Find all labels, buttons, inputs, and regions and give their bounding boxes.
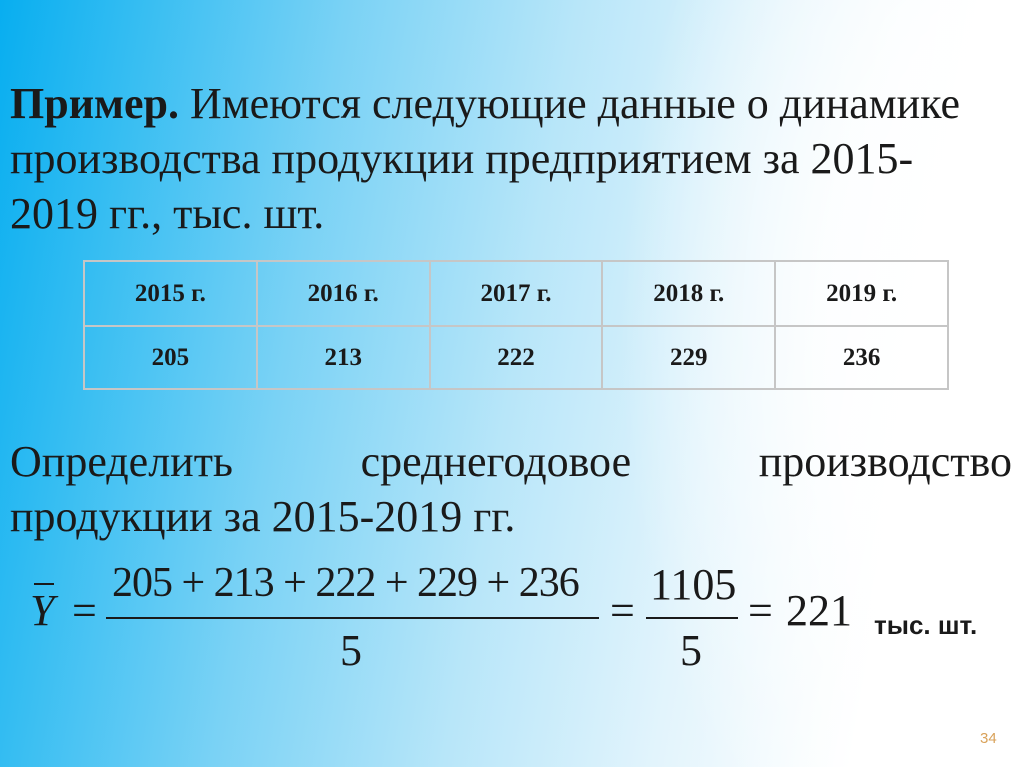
task-word: производство (758, 437, 1012, 486)
formula-numerator-2: 1105 (650, 560, 737, 609)
fraction-line-2 (646, 617, 738, 619)
formula-result: 221 (786, 586, 852, 635)
task-word: среднегодовое (360, 437, 632, 486)
formula-equals-3: = (748, 586, 773, 635)
intro-line2: производства продукции предприятием за 2015- (10, 134, 914, 183)
intro-text (10, 76, 1012, 241)
table-cell: 213 (257, 326, 430, 389)
formula-equals-2: = (610, 586, 635, 635)
table-row (84, 326, 948, 389)
table-header-row (84, 261, 948, 326)
example-label: Пример. (10, 79, 180, 128)
formula-denominator-1: 5 (340, 626, 362, 675)
intro-line3: 2019 гг., тыс. шт. (10, 189, 325, 238)
task-line1 (10, 434, 1012, 489)
formula-variable: Y (30, 586, 55, 635)
table-header-cell: 2019 г. (775, 261, 948, 326)
intro-line1-rest: Имеются следующие данные о динамике (179, 79, 960, 128)
table-cell: 205 (84, 326, 257, 389)
formula-numerator-1: 205 + 213 + 222 + 229 + 236 (112, 560, 579, 606)
mean-formula (30, 555, 1010, 685)
table-cell: 229 (602, 326, 775, 389)
table-header-cell: 2018 г. (602, 261, 775, 326)
table-header-cell: 2017 г. (430, 261, 603, 326)
mean-bar (34, 583, 54, 585)
task-text (10, 434, 1012, 544)
table-header-cell: 2016 г. (257, 261, 430, 326)
production-table (83, 260, 949, 390)
table-header-cell: 2015 г. (84, 261, 257, 326)
formula-denominator-2: 5 (680, 626, 702, 675)
formula-equals-1: = (72, 586, 97, 635)
task-line2: продукции за 2015-2019 гг. (10, 492, 516, 541)
task-word: Определить (10, 437, 233, 486)
table-cell: 236 (775, 326, 948, 389)
table-cell: 222 (430, 326, 603, 389)
slide-number: 34 (980, 730, 997, 747)
fraction-line-1 (106, 617, 599, 619)
units-label: тыс. шт. (874, 610, 978, 640)
